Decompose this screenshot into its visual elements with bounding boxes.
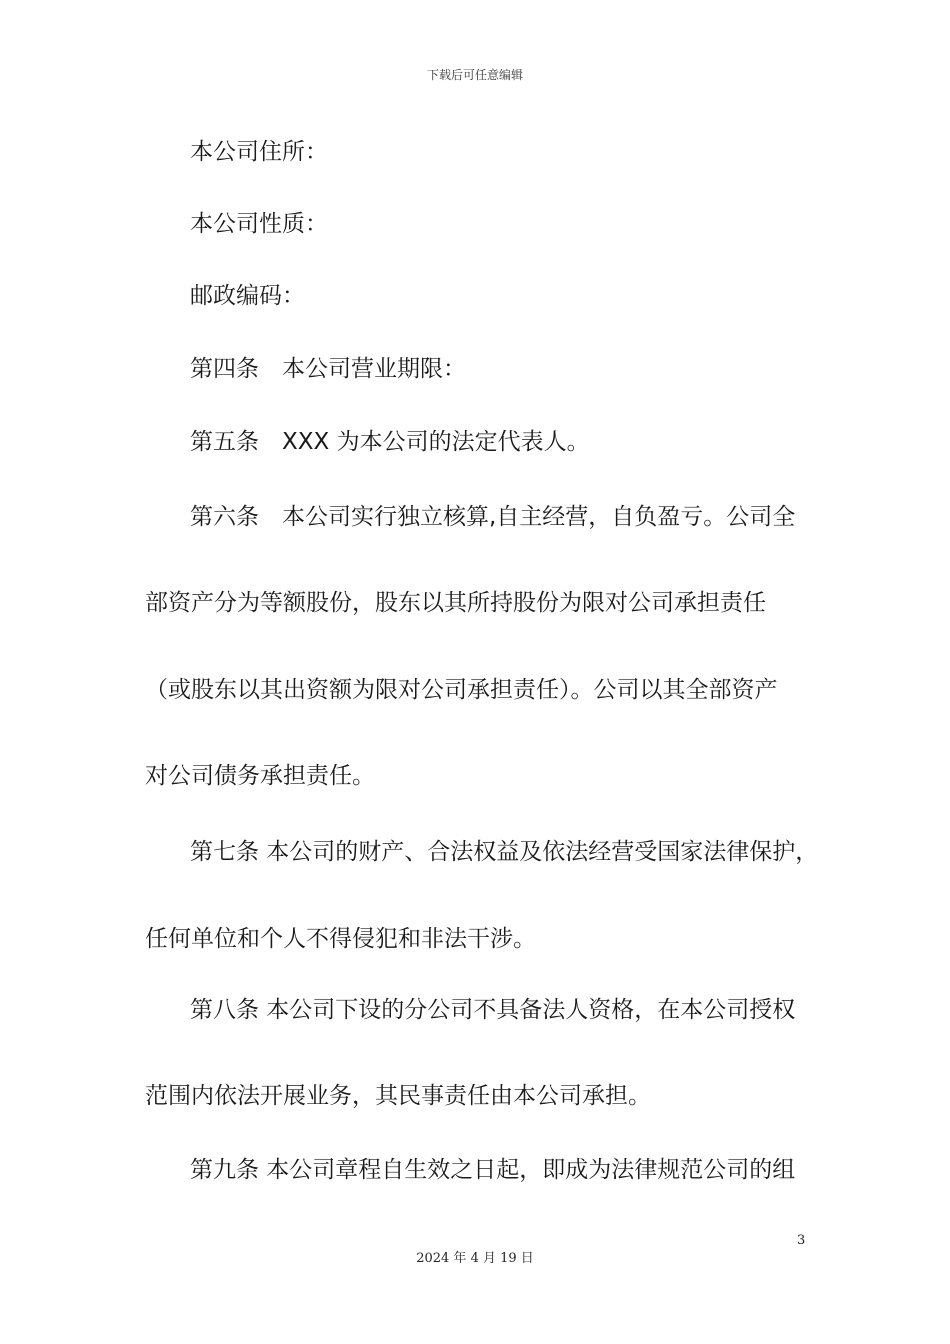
article-8-line-1: 第八条 本公司下设的分公司不具备法人资格，在本公司授权 [190,997,796,1023]
article-8-line-2: 范围内依法开展业务，其民事责任由本公司承担。 [145,1083,651,1109]
article-7-line-2: 任何单位和个人不得侵犯和非法干涉。 [145,926,536,952]
text-line-postcode: 邮政编码： [190,283,305,309]
page-number: 3 [797,1233,806,1248]
article-7-line-1: 第七条 本公司的财产、合法权益及依法经营受国家法律保护， [190,839,819,865]
article-4: 第四条 本公司营业期限： [190,356,466,382]
article-6-line-4: 对公司债务承担责任。 [145,763,375,789]
article-9-line-1: 第九条 本公司章程自生效之日起，即成为法律规范公司的组 [190,1157,796,1183]
page-header: 下载后可任意编辑 [426,68,523,82]
footer-date: 2024 年 4 月 19 日 [416,1251,534,1266]
text-line-nature: 本公司性质： [190,211,328,237]
article-6-line-3: （或股东以其出资额为限对公司承担责任）。公司以其全部资产 [145,677,778,703]
article-6-line-2: 部资产分为等额股份，股东以其所持股份为限对公司承担责任 [145,590,766,616]
article-5: 第五条 XXX 为本公司的法定代表人。 [190,429,590,455]
article-6-line-1: 第六条 本公司实行独立核算,自主经营，自负盈亏。公司全 [190,504,796,530]
text-line-address: 本公司住所： [190,139,328,165]
